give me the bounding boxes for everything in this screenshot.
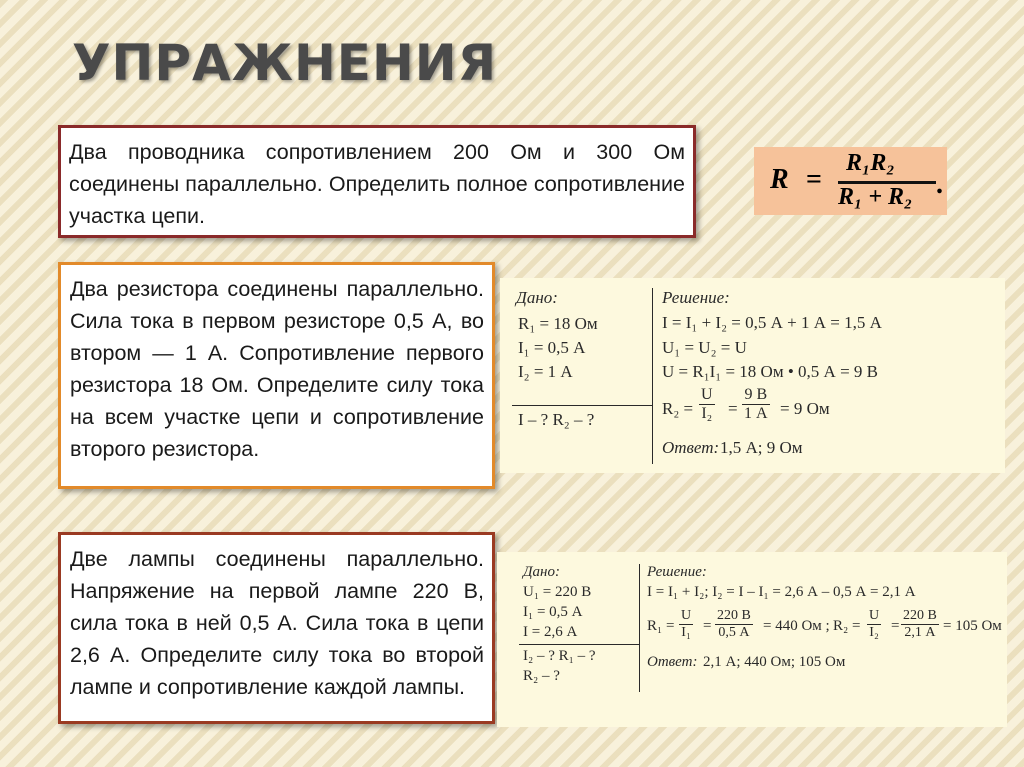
solution-divider <box>652 288 653 464</box>
r2-lhs: R₂ = <box>662 399 694 418</box>
answer-value: 1,5 А; 9 Ом <box>720 438 803 457</box>
solution-divider <box>639 564 640 692</box>
formula-lhs: R <box>770 164 789 195</box>
find-line: I₂ – ? R₁ – ? <box>523 648 596 664</box>
given-divider <box>519 644 639 645</box>
solution-1-panel <box>500 278 1005 473</box>
solution-label: Решение: <box>662 288 730 307</box>
parallel-resistance-formula <box>754 147 947 215</box>
problem-3-box <box>58 532 495 724</box>
fraction-denominator: I₂ <box>701 405 713 422</box>
fraction-denominator: I₂ <box>869 625 879 640</box>
problem-1-box <box>58 125 696 238</box>
problem-3-text: Две лампы соединены параллельно. Напряжение на первой лампе 220 В, сила тока в ней 0,5 А. Сила тока в цепи 2,6 А. Определите силу тока во второй лампе и сопротивление каждой лампы. <box>70 547 484 699</box>
formula-period: . <box>936 169 943 200</box>
r2-fraction-2 <box>901 608 939 641</box>
given-line: I₂ = 1 А <box>518 362 573 381</box>
given-line: R₁ = 18 Ом <box>518 314 598 333</box>
find-line: R₂ – ? <box>523 668 560 684</box>
find-line: I – ? R₂ – ? <box>518 410 595 429</box>
solution-line: U = R₁I₁ = 18 Ом • 0,5 А = 9 В <box>662 362 878 381</box>
given-label: Дано: <box>523 564 560 580</box>
fraction-numerator: U <box>869 608 880 623</box>
fraction-denominator: 1 А <box>744 405 768 422</box>
r2-fraction-1 <box>699 386 715 423</box>
solution-line: I = I₁ + I₂ = 0,5 А + 1 А = 1,5 А <box>662 313 882 332</box>
r1-lhs: R₁ = <box>647 618 675 634</box>
solution-2-panel <box>497 552 1007 727</box>
formula-denominator: R₁ + R₂ <box>838 184 913 210</box>
formula-numerator: R₁R₂ <box>846 150 895 176</box>
r1-equals: = <box>703 618 712 634</box>
problem-2-box <box>58 262 495 489</box>
fraction-numerator: 220 В <box>903 608 937 623</box>
given-line: I = 2,6 А <box>523 624 578 640</box>
r1-fraction-1 <box>679 608 693 641</box>
solution-label: Решение: <box>647 564 707 580</box>
slide-title: УПРАЖНЕНИЯ <box>72 34 498 92</box>
solution-line: U₁ = U₂ = U <box>662 338 747 357</box>
given-divider <box>512 405 652 406</box>
given-line: U₁ = 220 В <box>523 584 592 600</box>
fraction-numerator: 220 В <box>717 608 751 623</box>
r1-fraction-2 <box>715 608 753 641</box>
r2-equals: = <box>728 399 738 418</box>
fraction-numerator: 9 В <box>742 386 770 405</box>
solution-line: I = I₁ + I₂; I₂ = I – I₁ = 2,6 А – 0,5 А = 2,1 А <box>647 584 916 600</box>
fraction-denominator: 2,1 А <box>904 625 936 640</box>
problem-1-text: Два проводника сопротивлением 200 Ом и 300 Ом соединены параллельно. Определить полное сопротивление участка цепи. <box>69 140 685 228</box>
given-line: I₁ = 0,5 А <box>518 338 586 357</box>
answer-label: Ответ: <box>647 654 698 670</box>
r2-fraction-2 <box>742 386 770 423</box>
fraction-numerator: U <box>681 608 692 623</box>
problem-2-text: Два резистора соединены параллельно. Сила тока в первом резисторе 0,5 А, во втором — 1 А. Сопротивление первого резистора 18 Ом. Определите силу тока на всем участке цепи и сопротивление второго резистора. <box>70 277 484 461</box>
fraction-denominator: I₁ <box>681 625 691 640</box>
formula-equals: = <box>806 164 822 195</box>
answer-label: Ответ: <box>662 438 720 457</box>
fraction-denominator: 0,5 А <box>718 625 750 640</box>
answer-value: 2,1 А; 440 Ом; 105 Ом <box>703 654 846 670</box>
r2-result: = 105 Ом <box>943 618 1002 634</box>
r1-result: = 440 Ом ; <box>763 618 830 634</box>
r2-fraction-1 <box>867 608 881 641</box>
fraction-numerator: U <box>701 386 713 403</box>
r2-equals: = <box>891 618 900 634</box>
given-label: Дано: <box>516 288 558 307</box>
r2-lhs: R₂ = <box>833 618 861 634</box>
r2-result: = 9 Ом <box>780 399 830 418</box>
given-line: I₁ = 0,5 А <box>523 604 583 620</box>
